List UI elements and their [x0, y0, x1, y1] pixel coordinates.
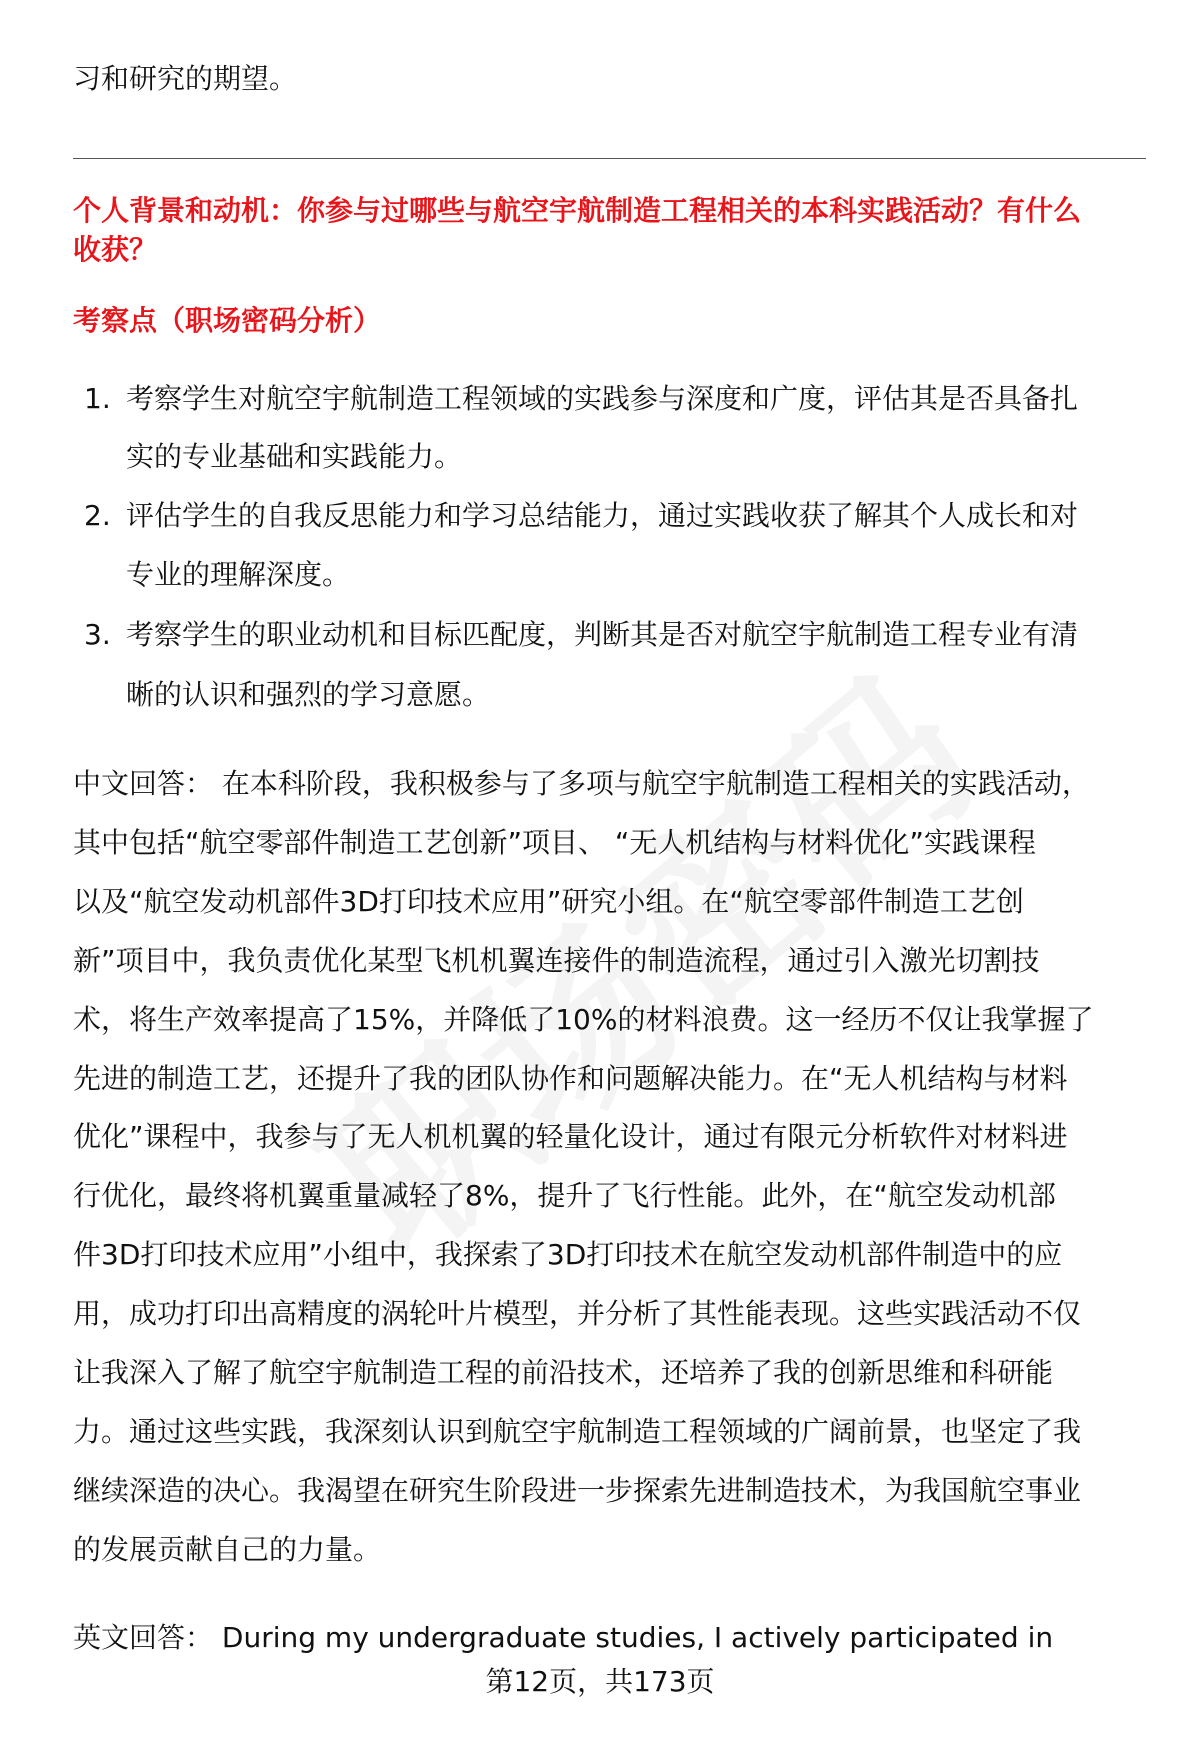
previous-text-tail: 习和研究的期望。: [73, 62, 298, 95]
chinese-answer-line: 让我深入了解了航空宇航制造工程的前沿技术，还培养了我的创新思维和科研能: [73, 1356, 1054, 1389]
list-item-line: 评估学生的自我反思能力和学习总结能力，通过实践收获了解其个人成长和对: [126, 499, 1079, 532]
chinese-answer-line: 优化”课程中，我参与了无人机机翼的轻量化设计，通过有限元分析软件对材料进: [73, 1120, 1068, 1154]
chinese-answer-line: 力。通过这些实践，我深刻认识到航空宇航制造工程领域的广阔前景，也坚定了我: [73, 1414, 1082, 1448]
page-footer: 第12页，共173页: [485, 1665, 715, 1698]
list-item-line: 考察学生的职业动机和目标匹配度，判断其是否对航空宇航制造工程专业有清: [126, 618, 1079, 651]
divider: [73, 158, 1146, 159]
chinese-answer-line: 继续深造的决心。我渴望在研究生阶段进一步探索先进制造技术，为我国航空事业: [73, 1473, 1082, 1507]
list-item-line: 考察学生对航空宇航制造工程领域的实践参与深度和广度，评估其是否具备扎: [126, 382, 1079, 415]
chinese-answer-line: 以及“航空发动机部件3D打印技术应用”研究小组。在“航空零部件制造工艺创: [73, 884, 1024, 918]
list-number: 3.: [84, 618, 111, 651]
points-title: 考察点（职场密码分析）: [73, 304, 382, 337]
question-line: 收获？: [73, 233, 158, 266]
list-number: 1.: [84, 382, 111, 415]
question-line: 个人背景和动机：你参与过哪些与航空宇航制造工程相关的本科实践活动？有什么: [73, 194, 1082, 227]
chinese-answer-line: 术，将生产效率提高了15%，并降低了10%的材料浪费。这一经历不仅让我掌握了: [73, 1002, 1094, 1036]
list-item-line: 实的专业基础和实践能力。: [126, 440, 463, 473]
chinese-answer-line: 用，成功打印出高精度的涡轮叶片模型，并分析了其性能表现。这些实践活动不仅: [73, 1297, 1082, 1331]
chinese-answer-line: 的发展贡献自己的力量。: [73, 1532, 382, 1566]
chinese-answer-line: 件3D打印技术应用”小组中，我探索了3D打印技术在航空发动机部件制造中的应: [73, 1238, 1063, 1272]
list-item-line: 晰的认识和强烈的学习意愿。: [126, 678, 491, 711]
list-item-line: 专业的理解深度。: [126, 558, 351, 591]
chinese-answer-line: 先进的制造工艺，还提升了我的团队协作和问题解决能力。在“无人机结构与材料: [73, 1061, 1068, 1095]
chinese-answer-line: 其中包括“航空零部件制造工艺创新”项目、 “无人机结构与材料优化”实践课程: [73, 825, 1036, 859]
list-number: 2.: [84, 499, 111, 532]
chinese-answer-line: 行优化，最终将机翼重量减轻了8%，提升了飞行性能。此外，在“航空发动机部: [73, 1179, 1056, 1213]
chinese-answer-line: 新”项目中，我负责优化某型飞机机翼连接件的制造流程，通过引入激光切割技: [73, 943, 1040, 977]
english-answer: 英文回答： During my undergraduate studies, I actively participated in: [73, 1621, 1054, 1654]
chinese-answer-line: 中文回答： 在本科阶段，我积极参与了多项与航空宇航制造工程相关的实践活动，: [73, 767, 1090, 800]
